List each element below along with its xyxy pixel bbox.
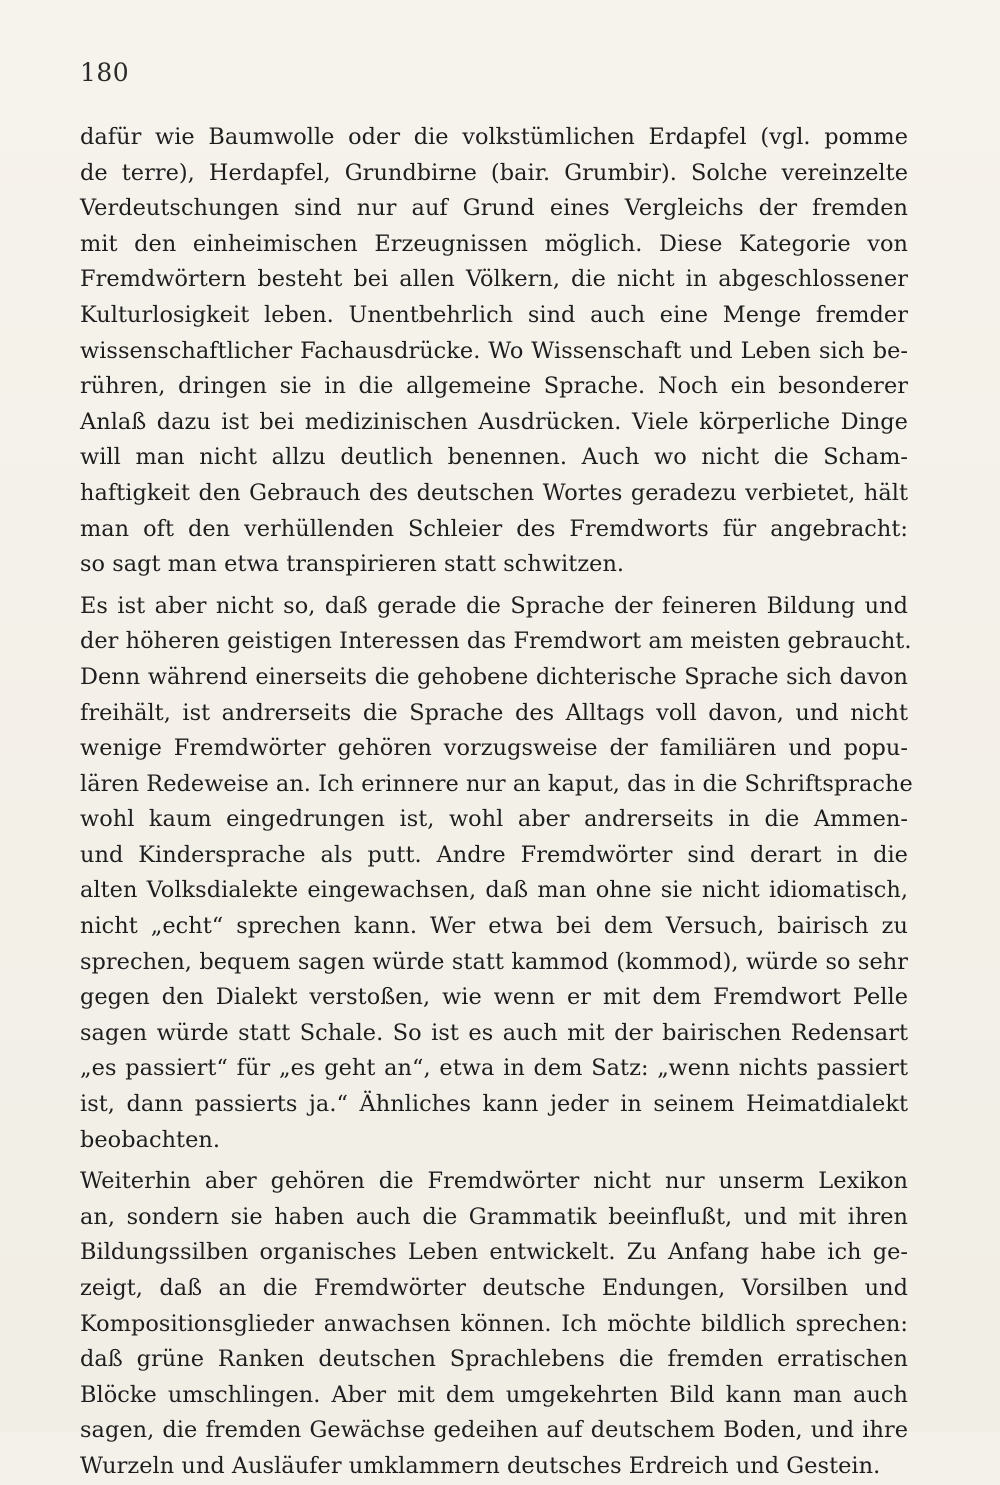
text-line: Weiterhin aber gehören die Fremdwörter nicht nur unserm Lexikon	[80, 1168, 908, 1195]
text-line: Anlaß dazu ist bei medizinischen Ausdrücken. Viele körperliche Dinge	[80, 408, 908, 435]
text-line: beobachten.	[80, 1126, 221, 1153]
text-line: „es passiert“ für „es geht an“, etwa in dem Satz: „wenn nichts passiert	[80, 1055, 908, 1082]
text-line: sprechen, bequem sagen würde statt kammod (kommod), würde so sehr	[80, 948, 908, 975]
text-line: gegen den Dialekt verstoßen, wie wenn er mit dem Fremdwort Pelle	[80, 984, 908, 1011]
paragraph-1	[80, 120, 908, 583]
text-line: Bildungssilben organisches Leben entwickelt. Zu Anfang habe ich ge-	[80, 1239, 908, 1266]
text-line: ist, dann passierts ja.“ Ähnliches kann jeder in seinem Heimatdialekt	[80, 1091, 908, 1118]
text-line: Kulturlosigkeit leben. Unentbehrlich sind auch eine Menge fremder	[80, 301, 908, 328]
text-line: Kompositionsglieder anwachsen können. Ich möchte bildlich sprechen:	[80, 1310, 908, 1337]
text-line: mit den einheimischen Erzeugnissen möglich. Diese Kategorie von	[80, 230, 908, 257]
body-text	[80, 120, 913, 1485]
text-line: Wurzeln und Ausläufer umklammern deutsches Erdreich und Gestein.	[80, 1452, 881, 1479]
text-line: Es ist aber nicht so, daß gerade die Sprache der feineren Bildung und	[80, 592, 908, 619]
paragraph-2	[80, 589, 913, 1159]
text-line: und Kindersprache als putt. Andre Fremdwörter sind derart in die	[80, 841, 908, 868]
text-line: zeigt, daß an die Fremdwörter deutsche Endungen, Vorsilben und	[80, 1275, 908, 1301]
text-line: der höheren geistigen Interessen das Fremdwort am meisten gebraucht.	[80, 628, 912, 655]
text-line: Denn während einerseits die gehobene dichterische Sprache sich davon	[80, 663, 908, 690]
text-line: de terre), Herdapfel, Grundbirne (bair. Grumbir). Solche vereinzelte	[80, 159, 908, 186]
text-line: alten Volksdialekte eingewachsen, daß man ohne sie nicht idiomatisch,	[80, 877, 908, 904]
text-line: Fremdwörtern besteht bei allen Völkern, die nicht in abgeschlossener	[80, 266, 908, 293]
text-line: an, sondern sie haben auch die Grammatik beeinflußt, und mit ihren	[80, 1203, 908, 1230]
text-line: lären Redeweise an. Ich erinnere nur an kaput, das in die Schriftsprache	[80, 770, 913, 797]
paragraph-3	[80, 1164, 908, 1484]
page-number: 180	[80, 58, 130, 87]
text-line: wenige Fremdwörter gehören vorzugsweise der familiären und popu-	[80, 735, 908, 762]
text-line: wohl kaum eingedrungen ist, wohl aber andrerseits in die Ammen-	[80, 806, 908, 833]
text-line: rühren, dringen sie in die allgemeine Sprache. Noch ein besonderer	[80, 373, 908, 400]
text-line: will man nicht allzu deutlich benennen. Auch wo nicht die Scham-	[80, 444, 908, 471]
text-line: wissenschaftlicher Fachausdrücke. Wo Wissenschaft und Leben sich be-	[80, 337, 908, 364]
text-line: nicht „echt“ sprechen kann. Wer etwa bei dem Versuch, bairisch zu	[80, 913, 908, 940]
text-line: haftigkeit den Gebrauch des deutschen Wortes geradezu verbietet, hält	[80, 479, 908, 506]
text-line: man oft den verhüllenden Schleier des Fremdworts für angebracht:	[80, 515, 908, 542]
text-line: freihält, ist andrerseits die Sprache des Alltags voll davon, und nicht	[80, 699, 908, 726]
text-line: so sagt man etwa transpirieren statt schwitzen.	[80, 551, 625, 578]
text-line: sagen, die fremden Gewächse gedeihen auf deutschem Boden, und ihre	[80, 1417, 908, 1444]
text-line: Blöcke umschlingen. Aber mit dem umgekehrten Bild kann man auch	[80, 1381, 908, 1408]
text-line: Verdeutschungen sind nur auf Grund eines Vergleichs der fremden	[80, 195, 908, 222]
text-line: dafür wie Baumwolle oder die volkstümlichen Erdapfel (vgl. pomme	[80, 124, 908, 150]
text-line: sagen würde statt Schale. So ist es auch mit der bairischen Redensart	[80, 1019, 908, 1046]
text-line: daß grüne Ranken deutschen Sprachlebens die fremden erratischen	[80, 1346, 908, 1373]
